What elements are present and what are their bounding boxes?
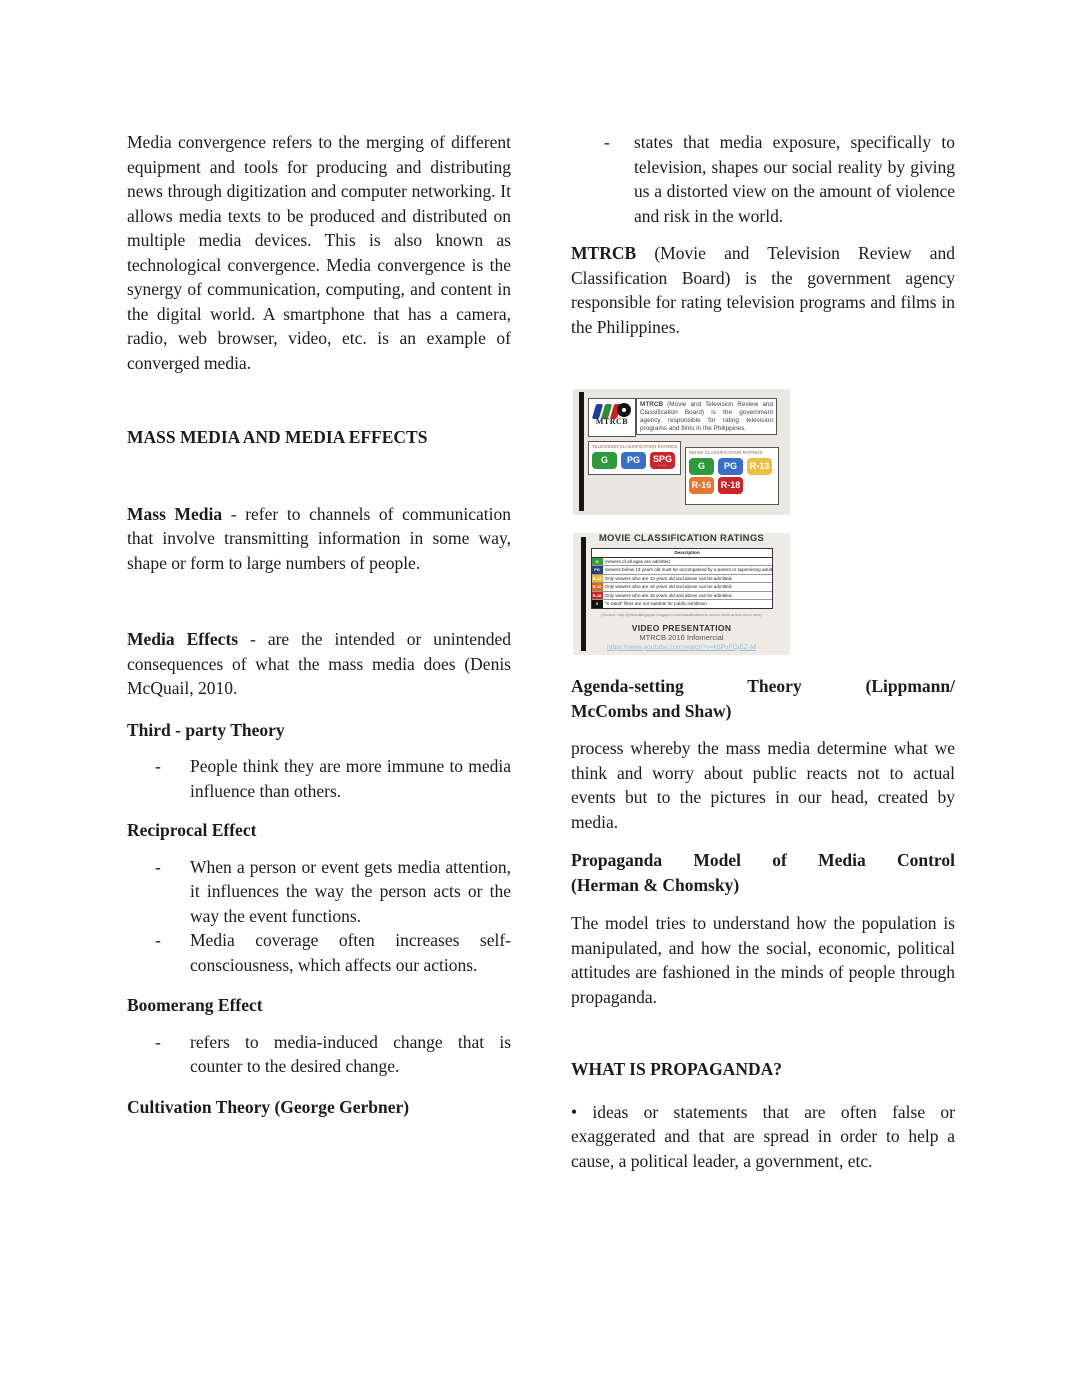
paragraph-media-convergence: Media convergence refers to the merging of different equipment and tools for producing and distributing news through digitization and computer networking. It allows media texts to be produced and distributed on multiple media devices. This is also known as technological convergence. Media convergence is the synergy of communication, computing, and content in the digital world. A smartphone that has a camera, radio, web browser, video, etc. is an example of converged media. — [127, 132, 511, 373]
tv-badges-row — [592, 452, 677, 469]
reciprocal-bullet-1-text: When a person or event gets media attention, it influences the way the person acts or the way the event functions. — [190, 856, 511, 926]
reciprocal-bullet-2 — [127, 928, 511, 977]
mass-media-definition: - refer to channels of communication that involve transmitting information in some way, shape or form to large numbers of people. — [127, 503, 511, 573]
tv-ratings-box — [588, 441, 681, 475]
bullet-dash: - — [155, 756, 161, 776]
bullet-dash: - — [604, 132, 610, 152]
header-description-cell: Description — [674, 550, 700, 555]
table-row — [592, 575, 772, 584]
table-row — [592, 566, 772, 575]
rating-description: Viewers below 13 years old must be accompanied by a parent or supervising adult. — [604, 567, 774, 572]
badge-spg-text: SPG — [652, 453, 672, 464]
movie-classification-slide-image — [573, 533, 790, 655]
boomerang-bullet-text: refers to media-induced change that is counter to the desired change. — [190, 1031, 511, 1076]
video-presentation-label: VIDEO PRESENTATION — [631, 622, 732, 633]
heading-boomerang-effect: Boomerang Effect — [127, 995, 263, 1015]
movie-badges-row-2 — [689, 477, 775, 494]
left-column — [127, 130, 511, 1119]
cultivation-bullet — [571, 130, 955, 228]
source-citation: (Source: http://jefelicdangayon.blogspot.com/classification-in-which-what-article-does.html) — [601, 611, 762, 617]
bullet-dash: - — [155, 930, 161, 950]
table-row — [592, 583, 772, 592]
classification-table — [591, 548, 773, 609]
rating-description: Only viewers who are 18 years old and above can be admitted. — [604, 592, 733, 598]
rating-description: "X-rated" films are not suitable for public exhibition. — [604, 601, 709, 606]
heading-cultivation-theory: Cultivation Theory (George Gerbner) — [127, 1096, 410, 1117]
third-party-bullet-text: People think they are more immune to media influence than others. — [190, 756, 511, 801]
rating-badge: R-13 — [592, 575, 602, 581]
reciprocal-bullet-1 — [127, 855, 511, 929]
paragraph-agenda-setting: process whereby the mass media determine what we think and worry about public reacts not to actual events but to the pictures in our head, created by media. — [571, 738, 955, 832]
slide-caption-lead: MTRCB — [640, 401, 664, 408]
slide-title: MOVIE CLASSIFICATION RATINGS — [598, 533, 765, 544]
movie-badges-row-1 — [689, 458, 775, 475]
rating-badge: R-16 — [592, 584, 602, 589]
media-effects-definition: - are the intended or unintended consequences of what the mass media does (Denis McQuail, 2010. — [127, 629, 511, 698]
boomerang-bullet — [127, 1030, 511, 1079]
media-effects-term: Media Effects — [127, 629, 239, 649]
reciprocal-bullet-2-text: Media coverage often increases self-consciousness, which affects our actions. — [190, 930, 511, 975]
heading-reciprocal-effect: Reciprocal Effect — [127, 820, 257, 840]
rating-badge: R-18 — [592, 592, 602, 598]
badge-spg-subtext: ••••• — [657, 462, 668, 467]
badge-g: G — [592, 452, 617, 469]
paragraph-propaganda-model: The model tries to understand how the population is manipulated, and how the social, economic, political attitudes are fashioned in the minds of people through propaganda. — [571, 913, 955, 1007]
heading-what-is-propaganda: WHAT IS PROPAGANDA? — [571, 1059, 782, 1079]
rating-description: Only viewers who are 16 years old and above can be admitted. — [604, 584, 733, 589]
mtrcb-term: MTRCB — [571, 243, 637, 263]
video-caption: MTRCB 2016 Infomercial — [639, 632, 724, 642]
badge-pg: PG — [718, 458, 743, 475]
table-header-row — [592, 549, 772, 558]
bullet-dash: - — [155, 856, 161, 877]
badge-g: G — [689, 458, 714, 475]
rating-badge: PG — [592, 566, 603, 574]
badge-spg — [650, 452, 675, 469]
badge-r18: R-18 — [718, 477, 743, 494]
rating-badge: X — [592, 600, 603, 608]
table-row — [592, 592, 772, 601]
third-party-bullet — [127, 754, 511, 803]
youtube-link[interactable]: https://www.youtube.com/watch?v=k6PvFQjEZ-M — [606, 643, 757, 651]
slide-caption-box — [636, 398, 777, 435]
heading-agenda-setting-line2: McCombs and Shaw) — [571, 700, 732, 721]
badge-r13: R-13 — [747, 458, 772, 475]
mtrcb-logo-text: MTRCB — [595, 416, 629, 426]
tv-ratings-label: TELEVISION CLASSIFICATION RATINGS — [592, 444, 678, 449]
badge-pg: PG — [621, 452, 646, 469]
cultivation-bullet-text: states that media exposure, specifically to television, shapes our social reality by giving us a distorted view on the amount of violence and risk in the world. — [634, 132, 955, 226]
header-badge-cell — [592, 549, 603, 557]
slide-accent-bar — [579, 392, 584, 511]
heading-third-party-theory: Third - party Theory — [127, 719, 285, 740]
slide-caption-text: (Movie and Television Review and Classification Board) is the government agency responsible for rating television programs and films in the Philippines. — [640, 401, 773, 432]
rating-description: Viewers of all ages are admitted. — [604, 558, 672, 564]
table-row — [592, 558, 772, 567]
heading-agenda-setting-line1: Agenda-setting Theory (Lippmann/ — [571, 676, 955, 696]
right-column — [571, 130, 955, 1173]
table-row — [592, 600, 772, 608]
badge-r16: R-16 — [689, 477, 714, 494]
rating-badge: G — [592, 558, 603, 566]
slide-accent-bar — [581, 537, 586, 651]
paragraph-media-effects — [127, 627, 511, 701]
mtrcb-ratings-slide-image — [573, 389, 790, 515]
mtrcb-definition: (Movie and Television Review and Classification Board) is the government agency responsible for rating television programs and films in the Philippines. — [571, 243, 955, 337]
movie-ratings-box — [685, 447, 779, 505]
mtrcb-logo — [588, 398, 636, 437]
rating-description: Only viewers who are 13 years old and above can be admitted. — [604, 575, 733, 581]
heading-mass-media-and-media-effects: MASS MEDIA AND MEDIA EFFECTS — [127, 427, 428, 447]
movie-ratings-label: MOVIE CLASSIFICATION RATINGS — [689, 450, 763, 455]
bullet-dash: - — [155, 1031, 161, 1052]
paragraph-mtrcb — [571, 241, 955, 339]
mass-media-term: Mass Media — [127, 503, 223, 524]
heading-propaganda-model-line1: Propaganda Model of Media Control — [571, 850, 955, 870]
paragraph-what-is-propaganda: • ideas or statements that are often false or exaggerated and that are spread in order to help a cause, a political leader, a government, etc. — [571, 1101, 955, 1171]
heading-propaganda-model-line2: (Herman & Chomsky) — [571, 874, 740, 895]
paragraph-mass-media — [127, 502, 511, 576]
